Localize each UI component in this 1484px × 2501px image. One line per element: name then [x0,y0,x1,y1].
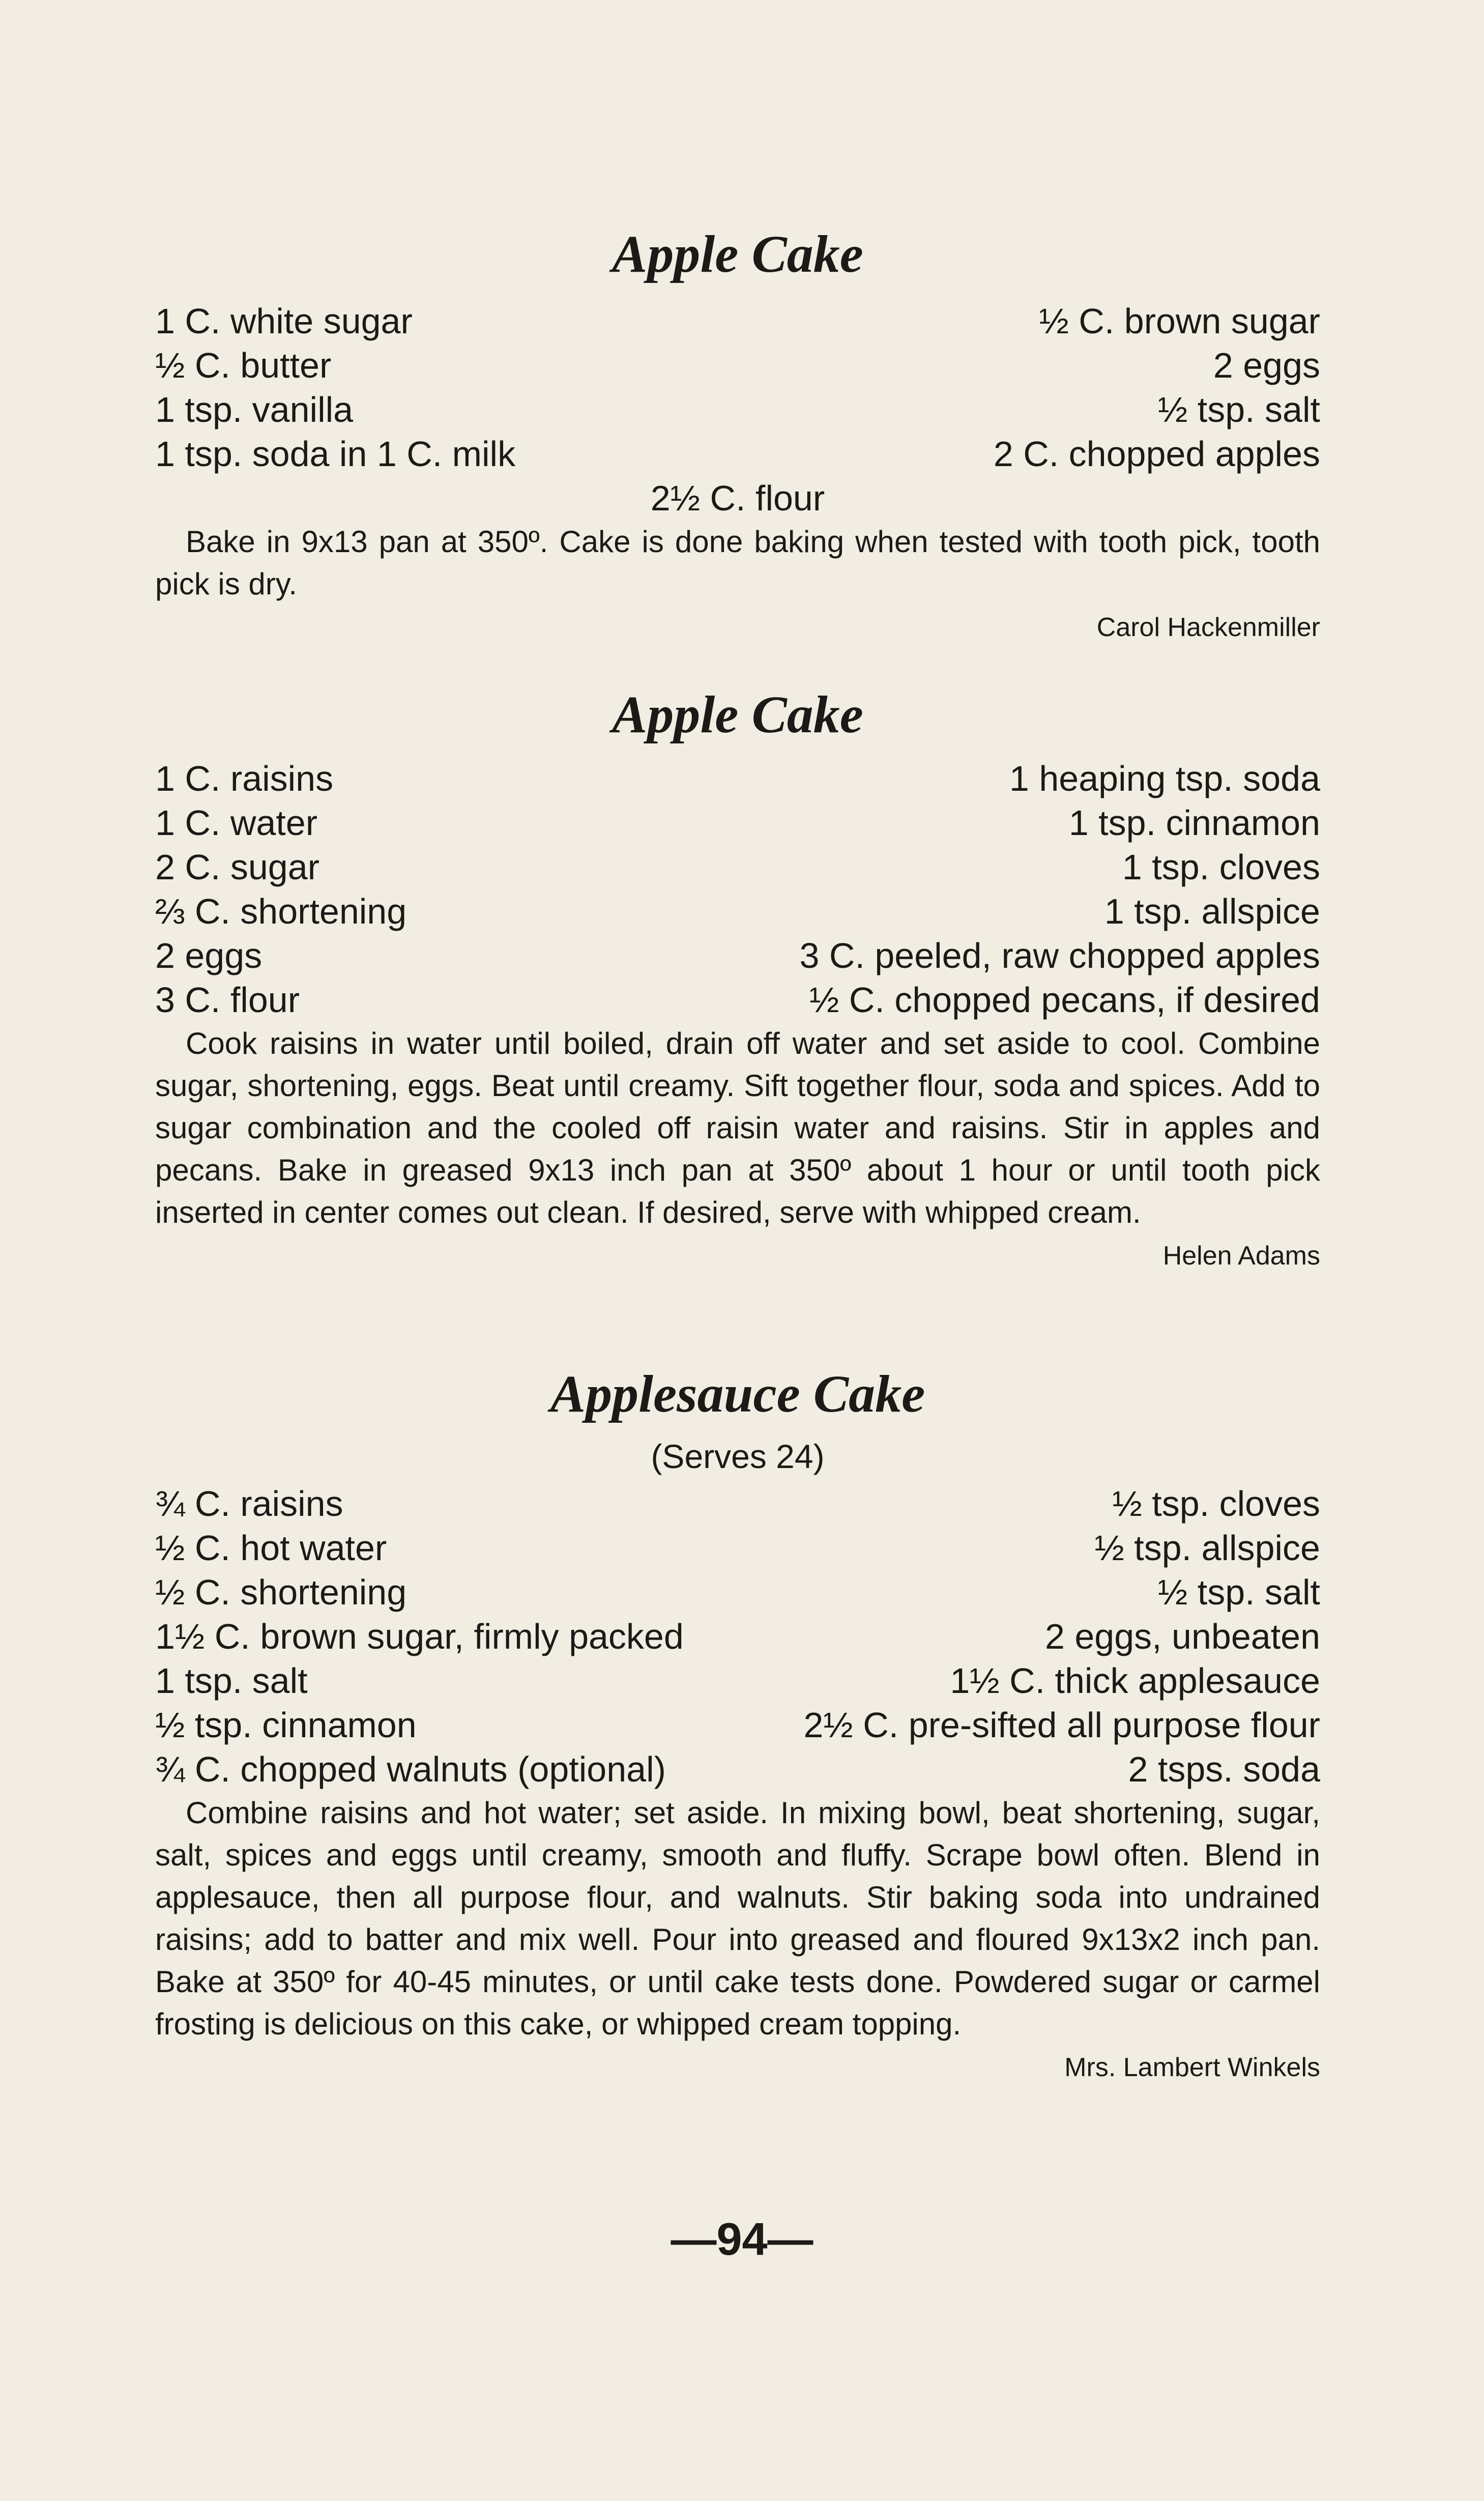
ingredient-right: ½ tsp. cloves [1112,1484,1320,1523]
ingredient-left: ½ C. shortening [155,1572,407,1612]
ingredient-right: 2 eggs, unbeaten [1044,1617,1320,1656]
ingredient-left: ½ tsp. cinnamon [155,1705,417,1745]
ingredient-row [155,432,1320,476]
ingredient-left: 1 C. raisins [155,759,334,798]
ingredient-row [155,845,1320,889]
ingredient-right: ½ tsp. salt [1157,1572,1320,1612]
recipe-title: Applesauce Cake [550,1365,925,1423]
recipe-directions: Cook raisins in water until boiled, drain off water and set aside to cool. Combine sugar, shortening, eggs. Beat until creamy. Sift together flour, soda and spices. Add to sugar combination and the cooled off raisin water and raisins. Stir in apples and pecans. Bake in greased 9x13 inch pan at 350º about 1 hour or until tooth pick inserted in center comes out clean. If desired, serve with whipped cream. [155,1026,1320,1229]
ingredient-row [155,299,1320,343]
ingredient-right: ½ C. chopped pecans, if desired [809,980,1320,1020]
recipe-applesauce-cake [155,1364,1320,2090]
ingredient-right: 2 C. chopped apples [993,434,1320,474]
ingredient-left: ¾ C. raisins [155,1484,343,1523]
ingredient-left: ⅔ C. shortening [155,892,407,931]
ingredient-row [155,388,1320,432]
ingredient-row [155,1747,1320,1792]
ingredient-left: 3 C. flour [155,980,300,1020]
ingredient-right: 1 tsp. cloves [1122,847,1320,887]
ingredient-row [155,757,1320,801]
recipe-contributor: Helen Adams [1162,1241,1320,1271]
ingredient-right: ½ tsp. allspice [1094,1528,1320,1568]
recipe-contributor: Carol Hackenmiller [1096,613,1320,642]
ingredient-right: 1 tsp. allspice [1104,892,1320,931]
ingredient-left: 2 eggs [155,936,263,975]
ingredient-row [155,801,1320,845]
ingredient-row [155,1526,1320,1570]
recipe-apple-cake-2 [155,684,1320,1278]
recipe-serves: (Serves 24) [651,1438,825,1475]
ingredient-row [155,1659,1320,1703]
recipe-title: Apple Cake [612,685,863,744]
ingredient-row [155,343,1320,388]
recipe-directions: Combine raisins and hot water; set aside. In mixing bowl, beat shortening, sugar, salt, spices and eggs until creamy, smooth and fluffy. Scrape bowl often. Blend in applesauce, then all purpose flour, and walnuts. Stir baking soda into undrained raisins; add to batter and mix well. Pour into greased and floured 9x13x2 inch pan. Bake at 350º for 40-45 minutes, or until cake tests done. Powdered sugar or carmel frosting is delicious on this cake, or whipped cream topping. [155,1796,1320,2041]
ingredient-right: 2 tsps. soda [1128,1749,1320,1789]
ingredient-list [155,757,1320,1022]
ingredient-left: 1 tsp. salt [155,1661,308,1701]
ingredient-row [155,934,1320,978]
recipe-contributor: Mrs. Lambert Winkels [1064,2053,1320,2082]
ingredient-left: ¾ C. chopped walnuts (optional) [155,1749,666,1789]
ingredient-right: 1½ C. thick applesauce [950,1661,1320,1701]
ingredient-right: 3 C. peeled, raw chopped apples [799,936,1320,975]
ingredient-row [155,1615,1320,1659]
ingredient-left: 1 tsp. vanilla [155,390,354,429]
ingredient-left: ½ C. hot water [155,1528,387,1568]
ingredient-row [155,889,1320,934]
ingredient-list [155,299,1320,521]
ingredient-left: 1 C. white sugar [155,301,413,341]
ingredient-right: ½ C. brown sugar [1039,301,1320,341]
ingredient-left: 1½ C. brown sugar, firmly packed [155,1617,684,1656]
ingredient-left: 1 C. water [155,803,317,843]
ingredient-right: 2 eggs [1213,346,1320,385]
ingredient-left: ½ C. butter [155,346,332,385]
recipe-directions: Bake in 9x13 pan at 350º. Cake is done baking when tested with tooth pick, tooth pick is dry. [155,525,1320,601]
page-number: —94— [671,2214,813,2265]
ingredient-row [155,1570,1320,1615]
ingredient-right: 1 tsp. cinnamon [1068,803,1320,843]
ingredient-list [155,1482,1320,1792]
ingredient-left: 1 tsp. soda in 1 C. milk [155,434,516,474]
recipe-apple-cake-1 [155,224,1320,650]
ingredient-right: 2½ C. pre-sifted all purpose flour [803,1705,1320,1745]
ingredient-row [155,1482,1320,1526]
ingredient-right: 1 heaping tsp. soda [1009,759,1320,798]
recipe-title: Apple Cake [612,225,863,283]
ingredient-row [155,1703,1320,1747]
ingredient-left: 2 C. sugar [155,847,319,887]
ingredient-centered: 2½ C. flour [650,478,825,518]
ingredient-row [155,978,1320,1022]
ingredient-right: ½ tsp. salt [1157,390,1320,429]
